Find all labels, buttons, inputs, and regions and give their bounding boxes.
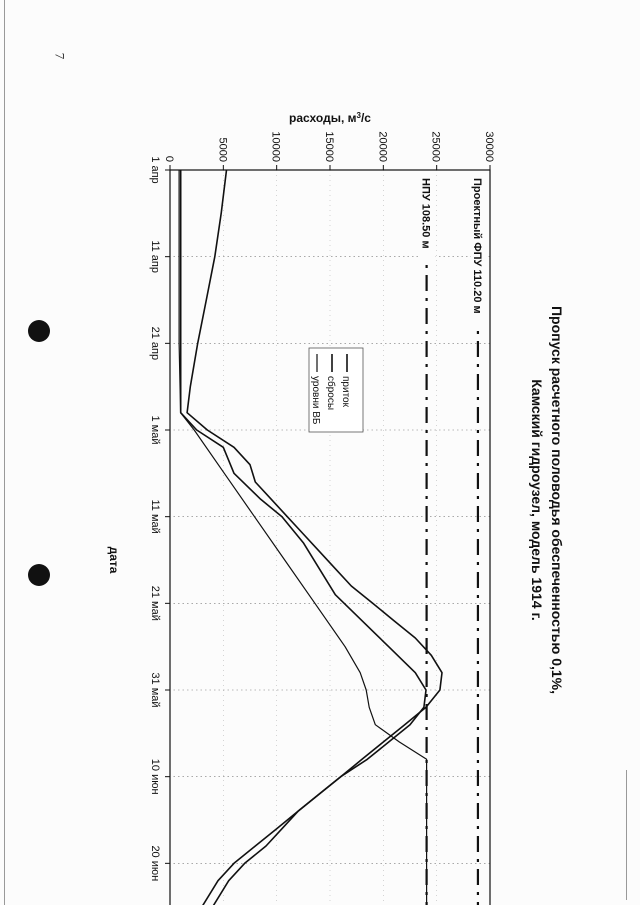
reference-lines-layer xyxy=(420,174,487,905)
y-left-tick-label-1: 5000 xyxy=(216,137,229,162)
x-tick-label-3: 1 май xyxy=(149,415,161,445)
reference-label-1: НПУ 108.50 м xyxy=(419,178,432,249)
x-tick-label-6: 31 май xyxy=(149,672,161,708)
legend-entry-1: сбросы xyxy=(325,376,336,411)
series-line-2 xyxy=(179,170,427,905)
grid-layer xyxy=(170,170,490,905)
x-tick-label-0: 1 апр xyxy=(149,156,161,184)
x-tick-label-2: 21 апр xyxy=(149,326,161,361)
legend-entry-0: приток xyxy=(340,376,351,407)
y-left-tick-label-4: 20000 xyxy=(376,131,389,162)
series-line-0 xyxy=(186,170,442,905)
y-left-tick-label-6: 30000 xyxy=(483,131,495,162)
x-axis-label: дата xyxy=(107,546,121,574)
axes-layer xyxy=(149,131,495,905)
legend-entry-2: уровни ВБ xyxy=(310,376,321,425)
chart-subtitle: Камский гидроузел, модель 1914 г. xyxy=(529,379,545,621)
x-tick-label-7: 10 июн xyxy=(149,758,161,795)
x-tick-label-8: 20 июн xyxy=(149,845,161,882)
y-left-tick-label-0: 0 xyxy=(163,155,175,162)
y-left-tick-label-3: 15000 xyxy=(323,131,335,162)
x-tick-label-1: 11 апр xyxy=(149,240,161,274)
y-left-tick-label-5: 25000 xyxy=(429,131,442,162)
chart-title: Пропуск расчетного половодья обеспеченностью 0,1%, xyxy=(549,305,565,695)
x-tick-label-5: 21 май xyxy=(149,585,161,621)
y-left-tick-label-2: 10000 xyxy=(269,131,282,162)
reference-label-0: Проектный ФПУ 110.20 м xyxy=(470,178,483,314)
y-left-axis-label: расходы, $м^3/с$ xyxy=(289,110,371,125)
x-tick-label-4: 11 май xyxy=(149,499,161,534)
chart-rotated-group xyxy=(107,111,565,906)
legend xyxy=(309,348,363,432)
series-layer xyxy=(179,170,442,905)
series-line-1 xyxy=(181,170,426,905)
page-number: 7 xyxy=(52,52,68,60)
